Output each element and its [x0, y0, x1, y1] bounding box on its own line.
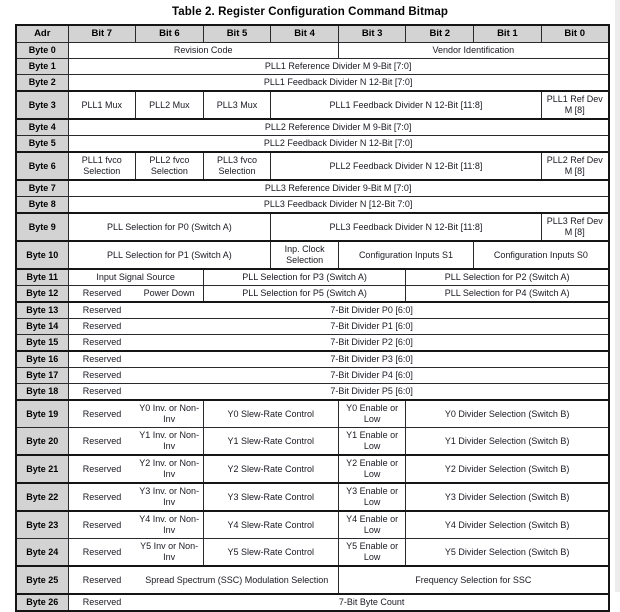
- byte-label-cell: Byte 18: [16, 384, 68, 401]
- bitfield-cell: Reserved: [68, 319, 136, 335]
- table-row-byte-6: [16, 152, 609, 180]
- bitfield-cell: PLL3 Feedback Divider N [12-Bit 7:0]: [68, 197, 609, 214]
- bitfield-cell: PLL1 Reference Divider M 9-Bit [7:0]: [68, 59, 609, 75]
- bitfield-cell: PLL3 fvco Selection: [203, 152, 271, 180]
- bitfield-cell: Reserved: [68, 286, 136, 303]
- bitfield-cell: Reserved: [68, 594, 136, 611]
- table-row-byte-5: [16, 136, 609, 153]
- bitfield-cell: 7-Bit Divider P0 [6:0]: [136, 302, 609, 319]
- byte-label-cell: Byte 10: [16, 241, 68, 269]
- bitfield-cell: PLL1 Mux: [68, 91, 136, 119]
- table-row-byte-9: [16, 213, 609, 241]
- register-bitmap-table: [15, 24, 610, 612]
- bitfield-cell: PLL1 fvco Selection: [68, 152, 136, 180]
- bitfield-cell: Y2 Inv. or Non-Inv: [136, 455, 204, 483]
- table-row-byte-12: [16, 286, 609, 303]
- bitfield-cell: Y1 Enable or Low: [338, 428, 406, 456]
- scan-edge-artifact: [615, 0, 620, 592]
- bitfield-cell: Vendor Identification: [338, 43, 608, 59]
- table-row-byte-25: [16, 566, 609, 594]
- bitfield-cell: Y3 Inv. or Non-Inv: [136, 483, 204, 511]
- bitfield-cell: PLL2 fvco Selection: [136, 152, 204, 180]
- byte-label-cell: Byte 1: [16, 59, 68, 75]
- table-row-byte-16: [16, 351, 609, 368]
- table-row-byte-10: [16, 241, 609, 269]
- table-row-byte-2: [16, 75, 609, 92]
- byte-label-cell: Byte 21: [16, 455, 68, 483]
- byte-label-cell: Byte 11: [16, 269, 68, 286]
- byte-label-cell: Byte 13: [16, 302, 68, 319]
- bitfield-cell: Reserved: [68, 400, 136, 428]
- bitfield-cell: Y0 Enable or Low: [338, 400, 406, 428]
- bitfield-cell: PLL1 Ref Dev M [8]: [541, 91, 609, 119]
- bitfield-cell: Y5 Divider Selection (Switch B): [406, 539, 609, 567]
- byte-label-cell: Byte 19: [16, 400, 68, 428]
- header-cell-bit-7: Bit 7: [68, 25, 136, 43]
- bitfield-cell: PLL1 Feedback Divider N 12-Bit [7:0]: [68, 75, 609, 92]
- bitfield-cell: Reserved: [68, 351, 136, 368]
- bitfield-cell: Reserved: [68, 302, 136, 319]
- table-row-byte-19: [16, 400, 609, 428]
- bitfield-cell: Spread Spectrum (SSC) Modulation Selection: [136, 566, 339, 594]
- bitfield-cell: PLL Selection for P5 (Switch A): [203, 286, 406, 303]
- bitfield-cell: Reserved: [68, 455, 136, 483]
- bitfield-cell: PLL3 Feedback Divider N 12-Bit [11:8]: [271, 213, 541, 241]
- table-title: Table 2. Register Configuration Command Bitmap: [172, 6, 448, 18]
- table-header: [16, 25, 609, 43]
- bitfield-cell: Y3 Divider Selection (Switch B): [406, 483, 609, 511]
- table-row-byte-11: [16, 269, 609, 286]
- table-row-byte-20: [16, 428, 609, 456]
- bitfield-cell: Reserved: [68, 335, 136, 352]
- bitfield-cell: PLL2 Feedback Divider N 12-Bit [11:8]: [271, 152, 541, 180]
- table-row-byte-17: [16, 368, 609, 384]
- bitfield-cell: 7-Bit Divider P1 [6:0]: [136, 319, 609, 335]
- bitfield-cell: PLL3 Ref Dev M [8]: [541, 213, 609, 241]
- bitfield-cell: PLL2 Feedback Divider N 12-Bit [7:0]: [68, 136, 609, 153]
- bitfield-cell: Reserved: [68, 368, 136, 384]
- bitfield-cell: Input Signal Source: [68, 269, 203, 286]
- bitfield-cell: PLL1 Feedback Divider N 12-Bit [11:8]: [271, 91, 541, 119]
- table-row-byte-7: [16, 180, 609, 197]
- bitfield-cell: PLL Selection for P3 (Switch A): [203, 269, 406, 286]
- byte-label-cell: Byte 22: [16, 483, 68, 511]
- table-row-byte-23: [16, 511, 609, 539]
- bitfield-cell: PLL Selection for P4 (Switch A): [406, 286, 609, 303]
- byte-label-cell: Byte 14: [16, 319, 68, 335]
- byte-label-cell: Byte 2: [16, 75, 68, 92]
- header-cell-bit-0: Bit 0: [541, 25, 609, 43]
- table-row-byte-8: [16, 197, 609, 214]
- bitfield-cell: Y5 Slew-Rate Control: [203, 539, 338, 567]
- table-row-byte-24: [16, 539, 609, 567]
- byte-label-cell: Byte 3: [16, 91, 68, 119]
- header-cell-bit-6: Bit 6: [136, 25, 204, 43]
- byte-label-cell: Byte 16: [16, 351, 68, 368]
- bitfield-cell: PLL Selection for P1 (Switch A): [68, 241, 271, 269]
- byte-label-cell: Byte 15: [16, 335, 68, 352]
- bitfield-cell: Configuration Inputs S1: [338, 241, 473, 269]
- bitfield-cell: 7-Bit Divider P2 [6:0]: [136, 335, 609, 352]
- bitfield-cell: Y2 Slew-Rate Control: [203, 455, 338, 483]
- table-row-byte-22: [16, 483, 609, 511]
- bitfield-cell: Reserved: [68, 539, 136, 567]
- bitfield-cell: PLL Selection for P2 (Switch A): [406, 269, 609, 286]
- bitfield-cell: Y4 Inv. or Non-Inv: [136, 511, 204, 539]
- bitfield-cell: Y2 Divider Selection (Switch B): [406, 455, 609, 483]
- bitfield-cell: Y4 Slew-Rate Control: [203, 511, 338, 539]
- table-row-byte-1: [16, 59, 609, 75]
- bitfield-cell: Y4 Enable or Low: [338, 511, 406, 539]
- bitfield-cell: PLL2 Mux: [136, 91, 204, 119]
- byte-label-cell: Byte 0: [16, 43, 68, 59]
- bitfield-cell: Y0 Slew-Rate Control: [203, 400, 338, 428]
- bitfield-cell: 7-Bit Byte Count: [136, 594, 609, 611]
- header-cell-bit-4: Bit 4: [271, 25, 339, 43]
- bitfield-cell: Y3 Enable or Low: [338, 483, 406, 511]
- table-row-byte-18: [16, 384, 609, 401]
- table-row-byte-0: [16, 43, 609, 59]
- byte-label-cell: Byte 12: [16, 286, 68, 303]
- bitfield-cell: Reserved: [68, 483, 136, 511]
- table-row-byte-3: [16, 91, 609, 119]
- bitfield-cell: Y5 Enable or Low: [338, 539, 406, 567]
- byte-label-cell: Byte 8: [16, 197, 68, 214]
- table-row-byte-14: [16, 319, 609, 335]
- bitfield-cell: Reserved: [68, 566, 136, 594]
- bitfield-cell: PLL2 Reference Divider M 9-Bit [7:0]: [68, 119, 609, 136]
- table-body: [16, 43, 609, 612]
- bitfield-cell: PLL Selection for P0 (Switch A): [68, 213, 271, 241]
- table-row-byte-26: [16, 594, 609, 611]
- bitfield-cell: 7-Bit Divider P5 [6:0]: [136, 384, 609, 401]
- bitfield-cell: Reserved: [68, 428, 136, 456]
- header-cell-adr: Adr: [16, 25, 68, 43]
- byte-label-cell: Byte 4: [16, 119, 68, 136]
- table-row-byte-15: [16, 335, 609, 352]
- header-row: [16, 25, 609, 43]
- bitfield-cell: Y0 Inv. or Non-Inv: [136, 400, 204, 428]
- bitfield-cell: Frequency Selection for SSC: [338, 566, 608, 594]
- bitfield-cell: Y1 Inv. or Non-Inv: [136, 428, 204, 456]
- header-cell-bit-1: Bit 1: [474, 25, 542, 43]
- byte-label-cell: Byte 6: [16, 152, 68, 180]
- bitfield-cell: Inp. Clock Selection: [271, 241, 339, 269]
- bitfield-cell: Y4 Divider Selection (Switch B): [406, 511, 609, 539]
- bitfield-cell: 7-Bit Divider P3 [6:0]: [136, 351, 609, 368]
- bitfield-cell: 7-Bit Divider P4 [6:0]: [136, 368, 609, 384]
- byte-label-cell: Byte 23: [16, 511, 68, 539]
- bitfield-cell: Y2 Enable or Low: [338, 455, 406, 483]
- byte-label-cell: Byte 20: [16, 428, 68, 456]
- bitfield-cell: Revision Code: [68, 43, 338, 59]
- bitfield-cell: Y1 Divider Selection (Switch B): [406, 428, 609, 456]
- byte-label-cell: Byte 9: [16, 213, 68, 241]
- bitfield-cell: Y3 Slew-Rate Control: [203, 483, 338, 511]
- table-row-byte-4: [16, 119, 609, 136]
- table-row-byte-13: [16, 302, 609, 319]
- header-cell-bit-5: Bit 5: [203, 25, 271, 43]
- byte-label-cell: Byte 24: [16, 539, 68, 567]
- byte-label-cell: Byte 26: [16, 594, 68, 611]
- byte-label-cell: Byte 7: [16, 180, 68, 197]
- byte-label-cell: Byte 25: [16, 566, 68, 594]
- bitfield-cell: PLL2 Ref Dev M [8]: [541, 152, 609, 180]
- table-row-byte-21: [16, 455, 609, 483]
- byte-label-cell: Byte 17: [16, 368, 68, 384]
- header-cell-bit-2: Bit 2: [406, 25, 474, 43]
- bitfield-cell: PLL3 Mux: [203, 91, 271, 119]
- bitfield-cell: Power Down: [136, 286, 204, 303]
- bitfield-cell: Y0 Divider Selection (Switch B): [406, 400, 609, 428]
- header-cell-bit-3: Bit 3: [338, 25, 406, 43]
- bitfield-cell: Configuration Inputs S0: [474, 241, 609, 269]
- bitfield-cell: Reserved: [68, 511, 136, 539]
- bitfield-cell: Reserved: [68, 384, 136, 401]
- byte-label-cell: Byte 5: [16, 136, 68, 153]
- bitfield-cell: Y5 Inv or Non-Inv: [136, 539, 204, 567]
- bitfield-cell: PLL3 Reference Divider 9-Bit M [7:0]: [68, 180, 609, 197]
- bitfield-cell: Y1 Slew-Rate Control: [203, 428, 338, 456]
